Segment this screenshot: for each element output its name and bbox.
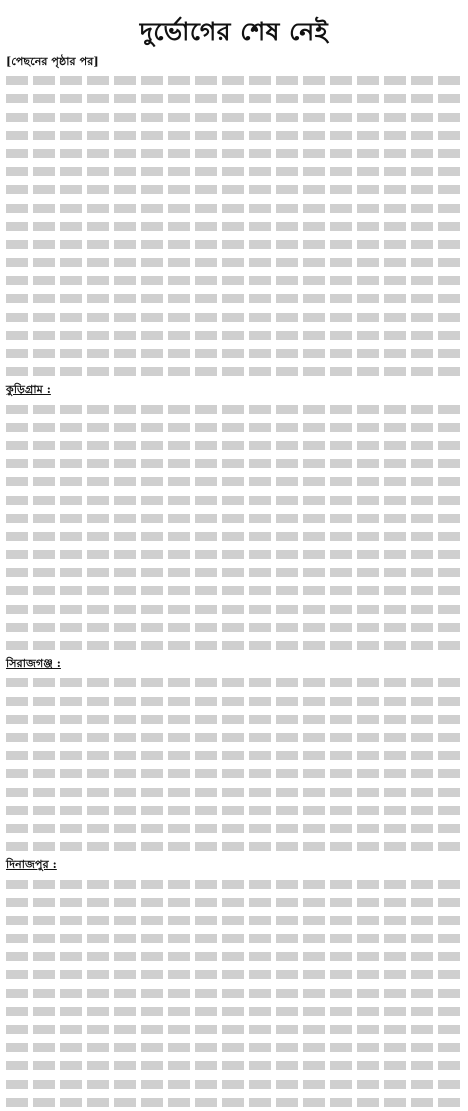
illegible-text-line [6,929,462,947]
kurigram-paragraph [6,380,462,399]
illegible-text-line [6,947,462,965]
illegible-text-line [6,326,462,344]
section-head-sirajganj: সিরাজগঞ্জ : [6,656,61,671]
illegible-text-line [6,217,462,235]
illegible-text-line [6,180,462,198]
dinajpur-paragraph [6,855,462,874]
illegible-text-line [6,1002,462,1020]
body-block-1 [6,71,462,380]
illegible-text-line [6,418,462,436]
illegible-text-line [6,563,462,581]
illegible-text-line [6,636,462,654]
illegible-text-line [6,581,462,599]
lead-paragraph [6,52,462,71]
illegible-text-line [6,875,462,893]
illegible-text-line [6,527,462,545]
body-block-2 [6,400,462,655]
continuation-tag: [পেছনের পৃষ্ঠার পর] [6,54,99,68]
illegible-text-line [6,454,462,472]
illegible-text-line [6,344,462,362]
previous-article-fragment [6,2,462,14]
illegible-text-line [6,692,462,710]
illegible-text-line [6,89,462,107]
illegible-text-line [6,199,462,217]
illegible-text-line [6,600,462,618]
illegible-text-line [6,984,462,1002]
illegible-text-line [6,491,462,509]
illegible-text-line [6,362,462,380]
illegible-text-line [6,618,462,636]
body-block-3 [6,673,462,855]
illegible-text-line [6,108,462,126]
illegible-text-line [6,1056,462,1074]
illegible-text-line [6,801,462,819]
illegible-text-line [6,764,462,782]
illegible-text-line [6,144,462,162]
illegible-text-line [6,289,462,307]
illegible-text-line [6,710,462,728]
body-block-4 [6,875,462,1111]
illegible-text-line [6,911,462,929]
illegible-text-line [6,308,462,326]
illegible-text-line [6,673,462,691]
illegible-text-line [6,235,462,253]
illegible-text-line [6,162,462,180]
section-head-dinajpur: দিনাজপুর : [6,857,57,872]
illegible-text-line [6,728,462,746]
illegible-text-line [6,1093,462,1111]
illegible-text-line [6,400,462,418]
illegible-text-line [6,1038,462,1056]
illegible-text-line [6,436,462,454]
illegible-text-line [6,253,462,271]
illegible-text-line [6,819,462,837]
section-head-kurigram: কুড়িগ্রাম : [6,382,51,397]
illegible-text-line [6,271,462,289]
article-body [6,52,462,1111]
illegible-text-line [6,509,462,527]
illegible-text-line [6,126,462,144]
illegible-text-line [6,1075,462,1093]
article-headline: দুর্ভোগের শেষ নেই [139,17,329,46]
illegible-text-line [6,1020,462,1038]
illegible-text-line [6,545,462,563]
illegible-text-line [6,71,462,89]
illegible-text-line [6,783,462,801]
illegible-text-line [6,837,462,855]
illegible-text-line [6,965,462,983]
sirajganj-paragraph [6,654,462,673]
illegible-text-line [6,893,462,911]
illegible-text-line [6,746,462,764]
illegible-text-line [6,472,462,490]
